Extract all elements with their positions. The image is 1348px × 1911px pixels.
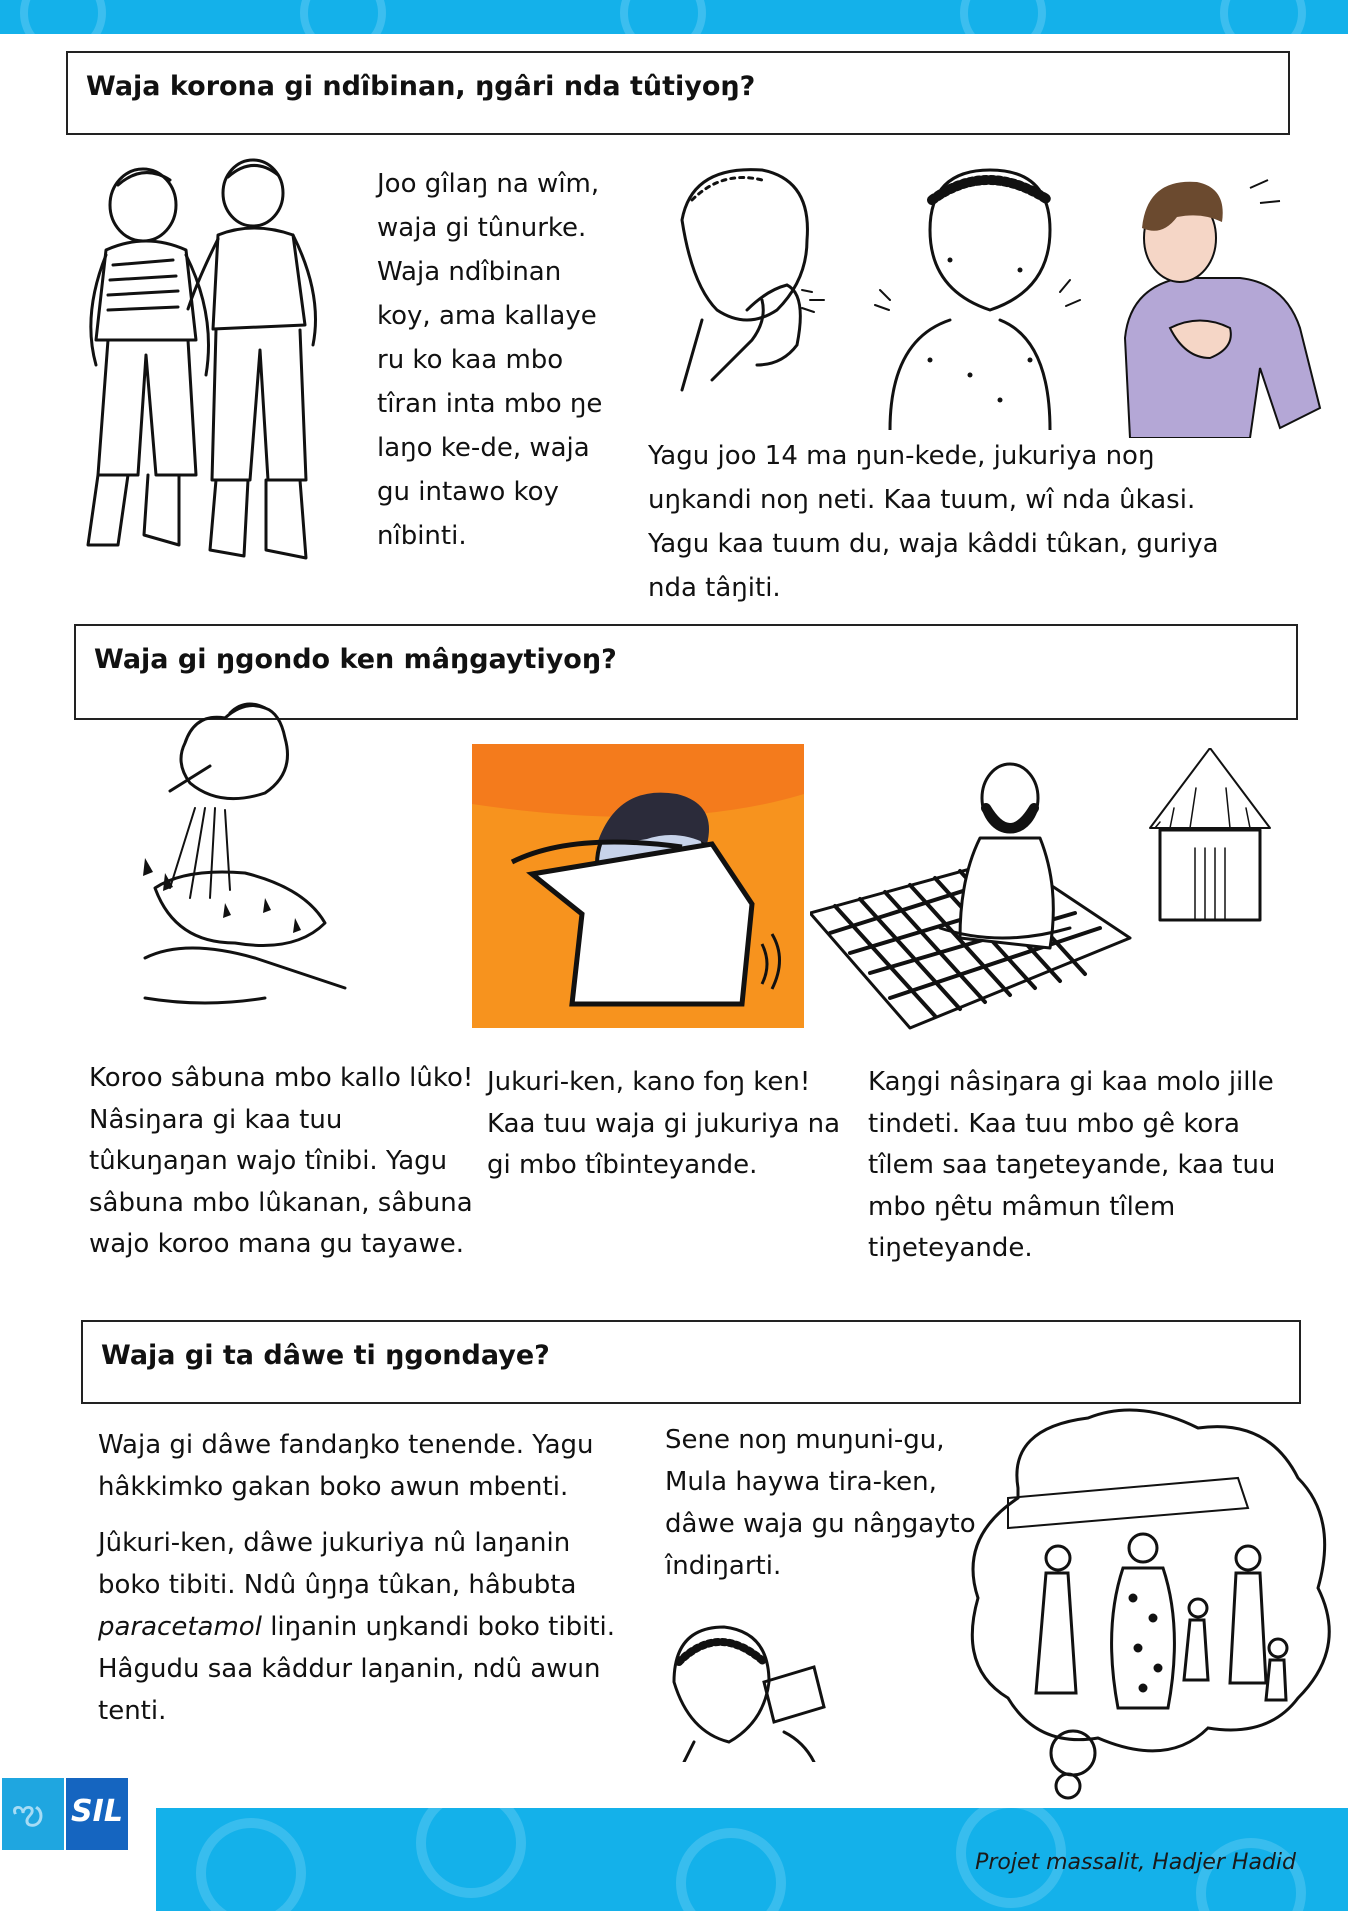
- sil-logo-text: SIL: [71, 1794, 123, 1829]
- section1-text-left: Joo gîlaŋ na wîm, waja gi tûnurke. Waja ndîbinan koy, ama kallaye ru ko kaa mbo tîran inta mbo ŋe laŋo ke-de, waja gu intawo koy nîbinti.: [377, 169, 603, 551]
- top-banner: [0, 0, 1348, 34]
- section3-paragraph-2: [98, 1522, 638, 1732]
- footer-banner: [156, 1808, 1348, 1911]
- question-box-3: [81, 1320, 1301, 1404]
- section1-text-right: Yagu joo 14 ma ŋun-kede, jukuriya noŋ uŋkandi noŋ neti. Kaa tuum, wî nda ûkasi. Yagu kaa tuum du, waja kâddi tûkan, guriya nda tâŋiti.: [648, 441, 1219, 603]
- sweating-boy-illustration: [870, 160, 1100, 430]
- question-heading-1: Waja korona gi ndîbinan, ŋgâri nda tûtiyoŋ?: [86, 71, 756, 102]
- man-on-mat-hut-illustration: [810, 748, 1280, 1048]
- section3-paragraph-2-end: liŋanin uŋkandi boko tibiti. Hâgudu saa kâddur laŋanin, ndû awun tenti.: [98, 1612, 616, 1726]
- footer-credit: Projet massalit, Hadjer Hadid: [975, 1850, 1296, 1875]
- boy-drinking-illustration: [654, 1622, 834, 1762]
- section2-text-left: Koroo sâbuna mbo kallo lûko! Nâsiŋara gi kaa tuu tûkuŋaŋan wajo tînibi. Yagu sâbuna mbo lûkanan, sâbuna wajo koroo mana gu tayawe.: [89, 1063, 474, 1259]
- question-heading-2: Waja gi ŋgondo ken mâŋgaytiyoŋ?: [94, 644, 617, 675]
- section3-text-right: Sene noŋ muŋuni-gu, Mula haywa tira-ken, dâwe waja gu nâŋgayto îndiŋarti.: [665, 1425, 976, 1581]
- two-boys-illustration: [78, 155, 358, 585]
- coughing-man-illustration: [642, 160, 842, 430]
- section3-text-left: [98, 1424, 638, 1732]
- thought-bubble-clinic-illustration: [958, 1408, 1338, 1808]
- section2-text-right: Kaŋgi nâsiŋara gi kaa molo jille tindeti. Kaa tuu mbo gê kora tîlem saa taŋeteyande, kaa tuu mbo ŋêtu mâmun tîlem tiŋeteyande.: [868, 1067, 1276, 1263]
- paracetamol-term: paracetamol: [98, 1612, 262, 1642]
- question-heading-3: Waja gi ta dâwe ti ŋgondaye?: [101, 1340, 550, 1371]
- sil-logo: [0, 1778, 130, 1850]
- sil-logo-glyph: ఌ: [12, 1792, 44, 1833]
- handwashing-illustration: [115, 698, 355, 1038]
- section3-paragraph-2-start: Jûkuri-ken, dâwe jukuriya nû laŋanin boko tibiti. Ndû ûŋŋa tûkan, hâbubta: [98, 1528, 577, 1600]
- section2-text-middle: Jukuri-ken, kano foŋ ken! Kaa tuu waja gi jukuriya na gi mbo tîbinteyande.: [487, 1067, 841, 1180]
- question-box-1: [66, 51, 1290, 135]
- section3-paragraph-1: Waja gi dâwe fandaŋko tenende. Yagu hâkkimko gakan boko awun mbenti.: [98, 1430, 594, 1502]
- cough-into-elbow-illustration: [472, 744, 804, 1028]
- chest-pain-illustration: [1110, 168, 1330, 438]
